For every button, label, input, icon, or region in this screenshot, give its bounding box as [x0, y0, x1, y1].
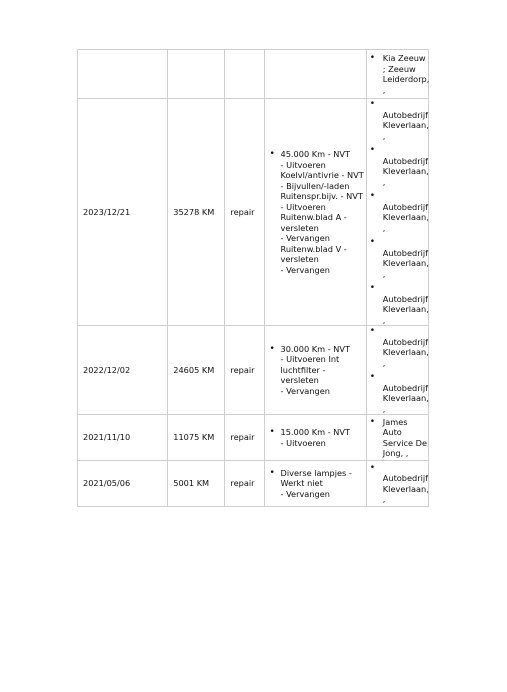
service-history-table	[77, 49, 429, 507]
garage-list	[370, 463, 428, 505]
list-item: • James Auto Service De Jong, ,	[370, 417, 428, 459]
tasks-cell	[264, 99, 366, 326]
type-cell: repair	[225, 99, 264, 326]
garage-list	[370, 326, 428, 414]
list-item: • Diverse lampjes - Werkt niet - Vervangen	[270, 468, 366, 500]
date-cell: 2023/12/21	[78, 99, 168, 326]
garage-list	[370, 99, 428, 325]
table-row	[78, 99, 429, 326]
list-item: • 45.000 Km - NVT - Uitvoeren Koelvl/antivrie - NVT - Bijvullen/-laden Ruitenspr.bijv. - NVT - Uitvoeren Ruitenw.blad A - versleten - Vervangen Ruitenw.blad V - versleten - Vervangen	[270, 149, 366, 275]
tasks-cell	[264, 50, 366, 99]
type-cell: repair	[225, 461, 264, 507]
table-row	[78, 326, 429, 415]
mileage-cell: 11075 KM	[168, 415, 225, 461]
list-item: • Autobedrijf Kleverlaan, ,	[370, 191, 428, 233]
task-list	[270, 344, 366, 397]
list-item: • Kia Zeeuw ; Zeeuw Leiderdorp, ,	[370, 53, 428, 95]
date-cell: 2022/12/02	[78, 326, 168, 415]
mileage-cell	[168, 50, 225, 99]
garages-cell	[366, 99, 428, 326]
task-list	[270, 468, 366, 500]
table-row	[78, 415, 429, 461]
garages-cell	[366, 415, 428, 461]
list-item: • Autobedrijf Kleverlaan, ,	[370, 283, 428, 325]
task-list	[270, 427, 366, 448]
garage-list	[370, 53, 428, 95]
list-item: • 15.000 Km - NVT - Uitvoeren	[270, 427, 366, 448]
date-cell: 2021/11/10	[78, 415, 168, 461]
date-cell: 2021/05/06	[78, 461, 168, 507]
tasks-cell	[264, 415, 366, 461]
list-item: • Autobedrijf Kleverlaan, ,	[370, 237, 428, 279]
tasks-cell	[264, 326, 366, 415]
table-row	[78, 50, 429, 99]
tasks-cell	[264, 461, 366, 507]
type-cell: repair	[225, 326, 264, 415]
type-cell: repair	[225, 415, 264, 461]
task-list	[270, 149, 366, 275]
mileage-cell: 35278 KM	[168, 99, 225, 326]
table-row	[78, 461, 429, 507]
list-item: • 30.000 Km - NVT - Uitvoeren Int luchtfilter - versleten - Vervangen	[270, 344, 366, 397]
list-item: • Autobedrijf Kleverlaan, ,	[370, 372, 428, 414]
mileage-cell: 24605 KM	[168, 326, 225, 415]
garages-cell	[366, 326, 428, 415]
type-cell	[225, 50, 264, 99]
date-cell	[78, 50, 168, 99]
list-item: • Autobedrijf Kleverlaan, ,	[370, 99, 428, 141]
mileage-cell: 5001 KM	[168, 461, 225, 507]
garage-list	[370, 417, 428, 459]
list-item: • Autobedrijf Kleverlaan, ,	[370, 463, 428, 505]
list-item: • Autobedrijf Kleverlaan, ,	[370, 326, 428, 368]
garages-cell	[366, 461, 428, 507]
garages-cell	[366, 50, 428, 99]
list-item: • Autobedrijf Kleverlaan, ,	[370, 145, 428, 187]
